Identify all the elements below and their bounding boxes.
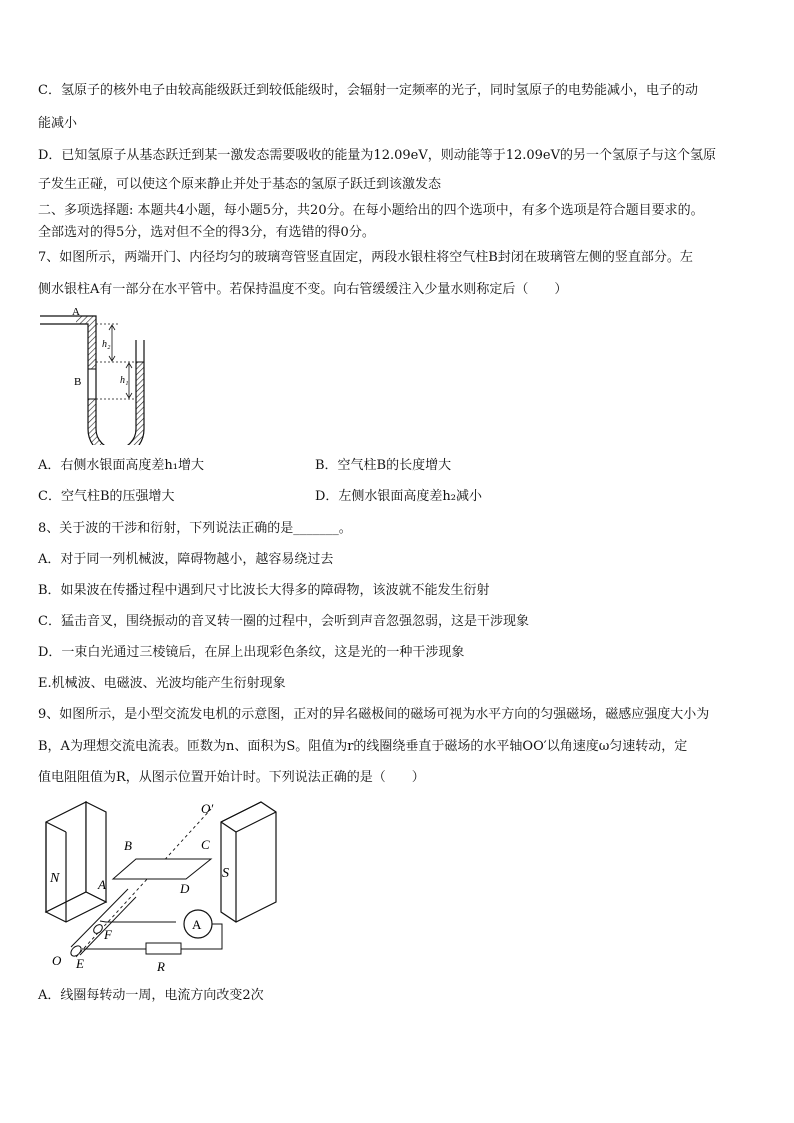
q8-option-e: E.机械波、电磁波、光波均能产生衍射现象: [38, 676, 286, 691]
q8-option-d: D．一束白光通过三棱镜后，在屏上出现彩色条纹，这是光的一种干涉现象: [38, 645, 465, 660]
label-d: D: [180, 881, 190, 896]
label-c: C: [201, 837, 210, 852]
section-heading-line1: 二、多项选择题: 本题共4小题，每小题5分，共20分。在每小题给出的四个选项中，有多个选项是符合题目要求的。: [38, 203, 704, 218]
q7-option-b: B．空气柱B的长度增大: [315, 458, 452, 473]
q8-option-b: B．如果波在传播过程中遇到尺寸比波长大得多的障碍物，该波就不能发生衍射: [38, 583, 490, 598]
option-c-line1: C．氢原子的核外电子由较高能级跃迁到较低能级时，会辐射一定频率的光子，同时氢原子的电势能减小，电子的动: [38, 83, 698, 98]
label-h2: h₂: [102, 339, 111, 350]
question-9-line1: 9、如图所示，是小型交流发电机的示意图，正对的异名磁极间的磁场可视为水平方向的匀强磁场，磁感应强度大小为: [38, 707, 710, 722]
section-heading-line2: 全部选对的得5分，选对但不全的得3分，有选错的得0分。: [38, 225, 375, 240]
q7-option-d: D．左侧水银面高度差h₂减小: [315, 489, 483, 504]
question-8: 8、关于波的干涉和衍射，下列说法正确的是_______。: [38, 521, 352, 536]
label-h1: h₁: [120, 375, 129, 386]
label-b: B: [124, 838, 132, 853]
label-n: N: [50, 871, 60, 886]
label-f: F: [104, 927, 112, 942]
label-s: S: [222, 866, 229, 881]
label-r: R: [157, 959, 165, 974]
label-e: E: [76, 956, 84, 971]
u-tube-figure: [36, 305, 166, 445]
question-9-line2: B，A为理想交流电流表。匝数为n、面积为S。阻值为r的线圈绕垂直于磁场的水平轴OO′以角速度ω匀速转动，定: [38, 739, 688, 754]
option-c-line2: 能减小: [38, 116, 78, 131]
q7-option-a: A．右侧水银面高度差h₁增大: [38, 458, 204, 473]
ammeter-label: A: [192, 917, 202, 932]
label-a: A: [98, 877, 106, 892]
label-o-prime: O′: [201, 801, 214, 816]
q9-option-a: A．线圈每转动一周，电流方向改变2次: [38, 988, 264, 1003]
question-9-line3: 值电阻阻值为R，从图示位置开始计时。下列说法正确的是（ ）: [38, 770, 425, 785]
question-7-line2: 侧水银柱A有一部分在水平管中。若保持温度不变。向右管缓缓注入少量水则称定后（ ）: [38, 282, 568, 297]
question-7-line1: 7、如图所示，两端开门、内径均匀的玻璃弯管竖直固定，两段水银柱将空气柱B封闭在玻璃管左侧的竖直部分。左: [38, 250, 693, 265]
q8-option-c: C．猛击音叉，围绕振动的音叉转一圈的过程中，会听到声音忽强忽弱，这是干涉现象: [38, 614, 529, 629]
q8-option-a: A．对于同一列机械波，障碍物越小，越容易绕过去: [38, 552, 334, 567]
label-a: A: [72, 306, 80, 318]
label-b: B: [74, 376, 82, 388]
q7-option-c: C．空气柱B的压强增大: [38, 489, 175, 504]
label-o: O: [52, 953, 62, 968]
generator-figure: [36, 797, 281, 977]
option-d-line2: 子发生正碰，可以使这个原来静止并处于基态的氢原子跃迁到该激发态: [38, 177, 442, 192]
option-d-line1: D．已知氢原子从基态跃迁到某一激发态需要吸收的能量为12.09eV，则动能等于12.09eV的另一个氢原子与这个氢原: [38, 148, 717, 163]
